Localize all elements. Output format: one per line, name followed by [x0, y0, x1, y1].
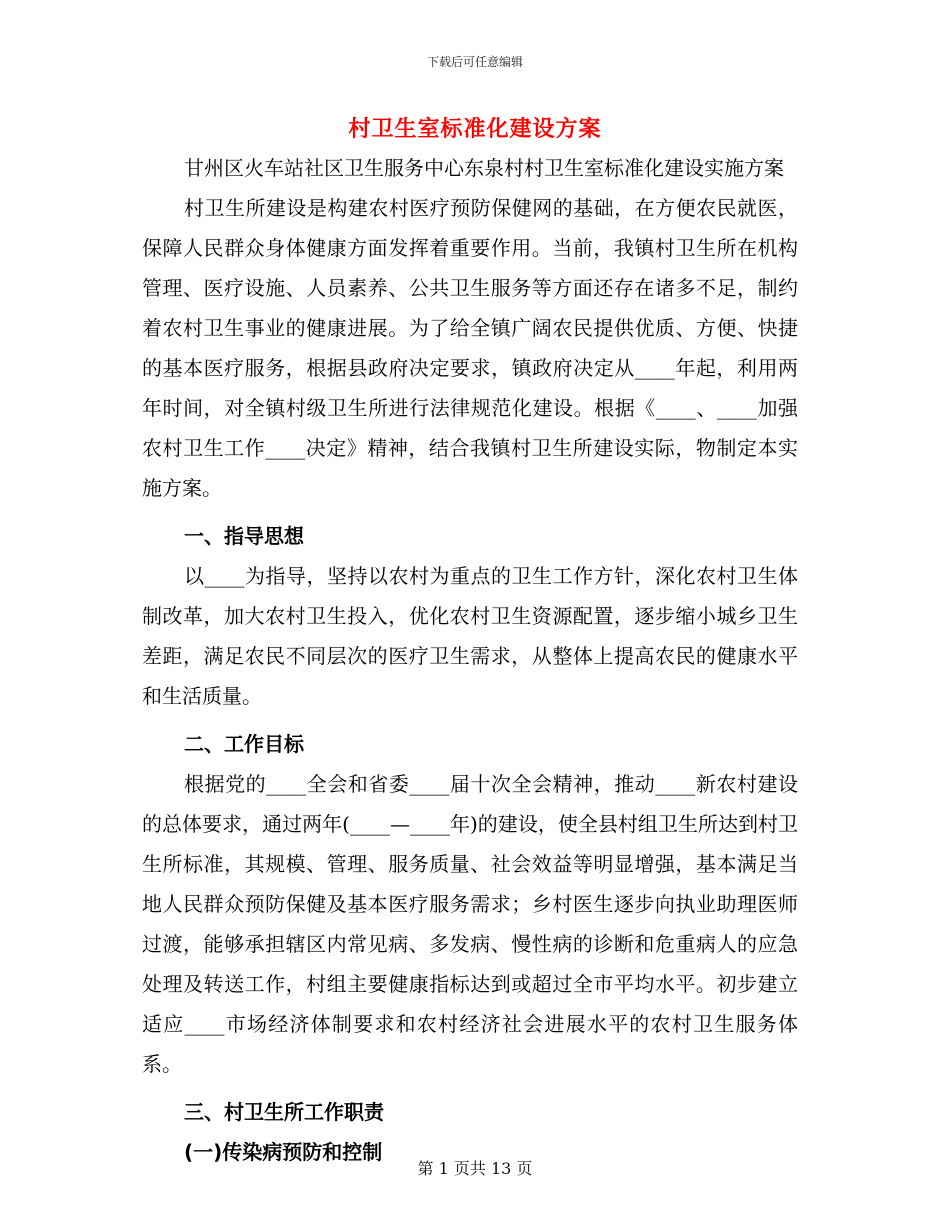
page-footer: 第 1 页共 13 页 [417, 1159, 533, 1178]
guiding-ideology-paragraph: 以____为指导，坚持以农村为重点的卫生工作方针，深化农村卫生体制改革，加大农村卫生投入，优化农村卫生资源配置，逐步缩小城乡卫生差距，满足农民不同层次的医疗卫生需求，从整体上提高农民的健康水平和生活质量。 [142, 564, 798, 708]
document-body [142, 148, 798, 1172]
header-note: 下载后可任意编辑 [426, 55, 523, 69]
intro-paragraph: 甘州区火车站社区卫生服务中心东泉村村卫生室标准化建设实施方案 [184, 156, 784, 180]
document-title: 村卫生室标准化建设方案 [348, 117, 602, 142]
work-goals-paragraph: 根据党的____全会和省委____届十次全会精神，推动____新农村建设的总体要求，通过两年(____—____年)的建设，使全县村组卫生所达到村卫生所标准，其规模、管理、服务质量、社会效益等明显增强，基本满足当地人民群众预防保健及基本医疗服务需求；乡村医生逐步向执业助理医师过渡，能够承担辖区内常见病、多发病、慢性病的诊断和危重病人的应急处理及转送工作，村组主要健康指标达到或超过全市平均水平。初步建立适应____市场经济体制要求和农村经济社会进展水平的农村卫生服务体系。 [142, 772, 798, 1076]
section-heading-work-goals: 二、工作目标 [184, 732, 304, 756]
section-heading-responsibilities: 三、村卫生所工作职责 [184, 1100, 384, 1124]
subsection-heading-infectious-disease: (一)传染病预防和控制 [184, 1140, 383, 1164]
background-paragraph: 村卫生所建设是构建农村医疗预防保健网的基础，在方便农民就医，保障人民群众身体健康方面发挥着重要作用。当前，我镇村卫生所在机构管理、医疗设施、人员素养、公共卫生服务等方面还存在诸多不足，制约着农村卫生事业的健康进展。为了给全镇广阔农民提供优质、方便、快捷的基本医疗服务，根据县政府决定要求，镇政府决定从____年起，利用两年时间，对全镇村级卫生所进行法律规范化建设。根据《____、____加强农村卫生工作____决定》精神，结合我镇村卫生所建设实际，物制定本实施方案。 [142, 196, 798, 500]
section-heading-guiding-ideology: 一、指导思想 [184, 524, 304, 548]
